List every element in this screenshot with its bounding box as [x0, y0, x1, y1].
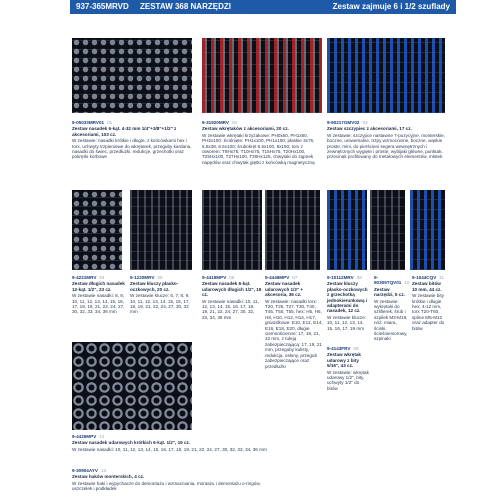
item-caption-1	[72, 120, 194, 160]
item-caption-5	[130, 275, 194, 315]
item-name: Zestaw długich nasadek 12-kąt. 1/2", 23 cz.	[72, 281, 125, 292]
item-caption-10	[374, 275, 408, 342]
item-caption-7	[265, 275, 323, 369]
item-name: Zestaw narzędzi, 5 cz.	[374, 286, 405, 298]
item-code: 9-4419MPV	[202, 275, 227, 280]
item-number: 01	[107, 120, 113, 125]
item-number: 12	[99, 434, 105, 439]
item-caption-6	[202, 275, 262, 320]
item-number: 13	[100, 468, 107, 473]
drawer-photo-bits	[410, 190, 445, 270]
item-name: Zestaw szczypiec z akcesoriami, 17 cz.	[327, 126, 412, 132]
drawer-photo-sockets	[72, 38, 192, 113]
item-caption-4	[72, 275, 126, 315]
item-number: 10	[404, 280, 410, 286]
item-description: W zestawie: nasadki torx: T20, T25, T27, T30, T40, T45, T50, T55, hex: H5, H6, H8, H10, H12, H14, H17, gniazdkowe: E10, E12, E14, E16, E18, E20, długie ciemnościenne: 17, 19, 21, 22 mm, z tuleją zabezpieczającą: 17, 19, 21 mm, przeguby kulisty, redukcja, osłony, przegub zabezpieczające oraz przedłużki	[265, 298, 323, 369]
header-bar	[70, 0, 456, 14]
item-description: W zestawie: wkrętak udarowy 1/2", bity, uchwyty 1/2" do bitów	[327, 369, 369, 391]
item-description: W zestawie nasadki: 10, 11, 12, 13, 14, 15, 16, 17, 18, 19, 21, 22, 24, 27, 30, 32, 33, 34, 36 mm	[202, 298, 259, 320]
item-description: W zestawie wkrętaki krzyżakowe: PH0x60, PH1x80, PH2x100. Ściśnięte: PH1x100, PH1x150; płaskie 3x75, 6.5x38, 6.5x100; śrubokręt 6.5x100, 8x150; torx z otworem: T8Hx75, T10Hx75, T15Hx75, T20Hx100, T25Hx100, T27Hx100, T30Hx125, chwytaki do ząpnek napędów oraz chwytak giętki z końcówką magnetyczną	[202, 132, 315, 165]
item-name: Zestaw bitów 10 mm, 44 cz.	[412, 281, 442, 292]
item-caption-9	[327, 346, 371, 391]
item-number: 09	[353, 346, 359, 351]
drawer-photo-screwdrivers	[202, 38, 322, 113]
item-caption-12	[72, 434, 272, 452]
item-name: Zestaw wkrętaków z akcesoriami, 20 cz.	[202, 126, 289, 132]
drawer-photo-combination-wrenches	[130, 190, 192, 270]
item-caption-11	[412, 275, 446, 331]
drawer-photo-impact-short-sockets	[72, 342, 192, 430]
drawer-info: Zestaw zajmuje 6 i 1/2 szuflady	[332, 2, 450, 11]
item-name: Zestaw nasadek udarowych krótkich 6-kąt. 1/2", 19 cz.	[72, 440, 191, 446]
item-caption-3	[327, 120, 445, 160]
item-number: 02	[231, 120, 238, 125]
item-number: 11	[439, 275, 445, 280]
item-code: 9-4446MPV	[265, 275, 290, 280]
item-code: 9-10112MRV	[327, 275, 354, 280]
item-description: W zestawie: wykrętaki do szlifierek, śrub i szpilek M3-M18, nóż, miara, ściski, ścieśnieniorowy, szpinaki	[374, 298, 408, 342]
item-name: Zestaw kluczy płasko-oczkowych z grzechotką jednokierunkową i adapterami do nasadek, 12 cz.	[327, 281, 368, 314]
set-code: 937-365MRVD	[76, 2, 129, 11]
set-title: ZESTAW 368 NARZĘDZI	[140, 2, 231, 11]
item-number: 03	[362, 120, 368, 125]
item-code: 9-30904AYV	[72, 468, 98, 473]
drawer-photo-tools	[370, 190, 405, 270]
item-code: 9-4221MRV	[72, 275, 97, 280]
item-description: W zestawie nasadki: 8, 9, 10, 11, 12, 13, 14, 15, 16, 17, 18, 19, 21, 22, 24, 27, 30, 32, 33, 34, 36 mm	[72, 293, 125, 315]
item-name: Zestaw nasadek 6-kąt. 4-32 mm 1/4"+3/8"+1/2" z akcesoriami, 103 cz.	[72, 126, 177, 137]
item-name: Zestaw haków monterskich, 4 cz.	[72, 474, 145, 480]
item-code: 9-4143FRV	[327, 346, 351, 351]
item-code: 9-31920MRV	[202, 120, 229, 125]
item-code: 9-1220MRV	[130, 275, 155, 280]
drawer-photo-impact-set	[265, 190, 320, 270]
item-code: 9-90217GMV02	[327, 120, 360, 125]
item-name: Zestaw nasadek 6-kąt. udarowych długich 1/2", 19 cz.	[202, 281, 262, 298]
item-description: W zestawie klucze: 10, 11, 12, 13, 14, 15, 16, 17, 19 mm	[327, 314, 367, 331]
item-code: 9-1044CQV	[412, 275, 437, 280]
item-number: 04	[99, 275, 105, 280]
item-description: W zestawie haki i wypychacze do demontażu i wzmacniania, montażu i demontażu o-ringów, uszczelek i podkładek	[72, 480, 261, 492]
drawer-photo-pliers	[327, 38, 445, 113]
drawer-photo-impact-long-sockets	[202, 190, 262, 270]
item-number: 07	[292, 275, 298, 280]
drawer-photo-long-sockets	[72, 190, 122, 270]
item-code: 9-05033MRV01	[72, 120, 105, 125]
item-name: Zestaw kluczy płasko-oczkowych, 20 cz.	[130, 281, 179, 292]
item-number: 06	[229, 275, 235, 280]
item-description: W zestawie bity krótkie i długie hex: 4-12 mm, torx T20-T60, spline M5-M12 oraz adapter do bitów	[412, 293, 445, 331]
drawer-photo-ratchet-wrenches	[327, 190, 367, 270]
item-caption-13	[72, 468, 272, 492]
item-description: W zestawie klucze: 6, 7, 8, 9, 10, 11, 12, 13, 14, 15, 16, 17, 18, 19, 21, 22, 24, 27, 30, 32 mm	[130, 293, 190, 315]
item-number: 05	[157, 275, 163, 280]
item-description: W zestawie: nasadki krótkie i długie, z końcówkami hex i torx, uchwyty trzpieniowe do wkrętarek, przeguby kardana, nasadki do świec, przedłużki, redukcje, grzechotki oraz pokrętło korbowe	[72, 138, 192, 160]
item-code: 9-90305TQV01	[374, 275, 402, 286]
item-description: W zestawie nasadki: 10, 11, 12, 13, 14, 15, 16, 17, 18, 19, 21, 22, 24, 27, 30, 32, 33, 34, 36 mm	[72, 446, 267, 452]
item-name: Zestaw nasadek udarowych 1/2" + akcesoria, 36 cz.	[265, 281, 304, 298]
item-description: W zestawie: szczypce nastawne 7-pozycyjne, monterskie, boczne, uniwersalne, trzpy wzmocnione, boczne, wąskie proste, mini, do pierścieni segera wewnętrznych i zewnętrznych wygięte i proste, wybijaki główne, punktak, przecinak profilowany do metalowych elementów, młotek	[327, 132, 445, 160]
item-number: 08	[356, 275, 362, 280]
item-caption-2	[202, 120, 322, 165]
item-name: Zestaw wkrętak udarowy z bity 5/16", 43 cz.	[327, 352, 361, 369]
item-code: 9-4426MPV	[72, 434, 97, 439]
item-caption-8	[327, 275, 371, 331]
